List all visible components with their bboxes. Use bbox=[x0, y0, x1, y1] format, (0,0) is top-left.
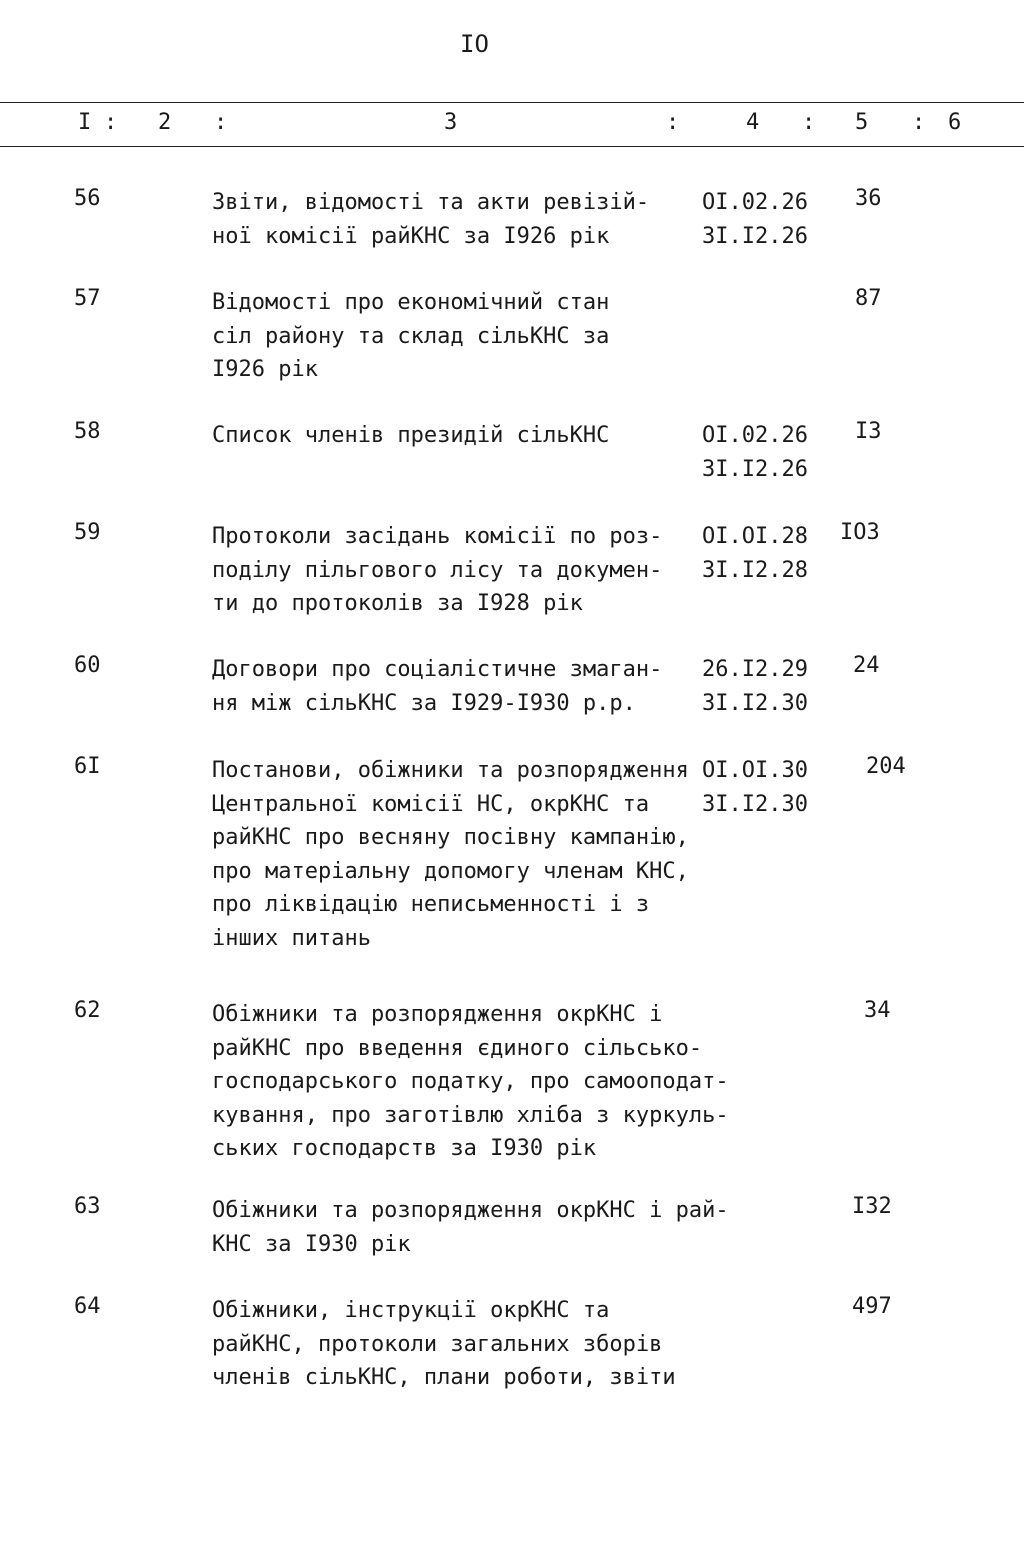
entry-dates: OI.OI.28 3I.I2.28 bbox=[702, 524, 808, 583]
column-header-3: 3 bbox=[444, 110, 458, 135]
column-header-6: 6 bbox=[948, 110, 962, 135]
column-separator: : bbox=[912, 110, 926, 135]
entry-number: 57 bbox=[74, 286, 101, 311]
entry-number: 64 bbox=[74, 1294, 101, 1319]
entry-sheet-count: I3 bbox=[855, 419, 882, 444]
entry-sheet-count: 24 bbox=[853, 653, 880, 678]
entry-dates: OI.02.26 3I.I2.26 bbox=[702, 423, 808, 482]
entry-number: 63 bbox=[74, 1194, 101, 1219]
column-header-4: 4 bbox=[746, 110, 760, 135]
entry-title: Постанови, обіжники та розпорядження Центральної комісії НС, окрКНС та райКНС про весняну посівну кампанію, про матеріальну допомогу членам КНС, про ліквідацію неписьменності і з інших питань bbox=[212, 758, 689, 951]
entry-title: Обіжники та розпорядження окрКНС і рай- КНС за I930 рік bbox=[212, 1198, 729, 1257]
entry-sheet-count: 36 bbox=[855, 186, 882, 211]
entry-title: Обіжники та розпорядження окрКНС і райКНС про введення єдиного сільсько- господарського податку, про самооподат- кування, про заготівлю хліба з куркуль- ських господарств за I930 рік bbox=[212, 1002, 729, 1161]
entry-number: 6I bbox=[74, 754, 101, 779]
entry-dates: OI.02.26 3I.I2.26 bbox=[702, 190, 808, 249]
entry-title: Обіжники, інструкції окрКНС та райКНС, протоколи загальних зборів членів сільКНС, плани роботи, звіти bbox=[212, 1298, 676, 1390]
entry-sheet-count: 34 bbox=[864, 998, 891, 1023]
column-separator: : bbox=[104, 110, 118, 135]
entry-title: Звіти, відомості та акти ревізій- ної комісії райКНС за I926 рік bbox=[212, 190, 650, 249]
entry-number: 62 bbox=[74, 998, 101, 1023]
entry-number: 58 bbox=[74, 419, 101, 444]
column-separator: : bbox=[802, 110, 816, 135]
column-header-2: 2 bbox=[158, 110, 172, 135]
header-bottom-rule bbox=[0, 146, 1024, 147]
entry-sheet-count: 497 bbox=[852, 1294, 892, 1319]
entry-dates: OI.OI.30 3I.I2.30 bbox=[702, 758, 808, 817]
entry-dates: 26.I2.29 3I.I2.30 bbox=[702, 657, 808, 716]
entry-sheet-count: 87 bbox=[855, 286, 882, 311]
entry-sheet-count: I32 bbox=[852, 1194, 892, 1219]
column-header-row bbox=[0, 110, 1024, 140]
entry-sheet-count: 204 bbox=[866, 754, 906, 779]
header-top-rule bbox=[0, 102, 1024, 103]
column-separator: : bbox=[214, 110, 228, 135]
entry-sheet-count: IO3 bbox=[840, 520, 880, 545]
entry-number: 59 bbox=[74, 520, 101, 545]
column-header-5: 5 bbox=[855, 110, 869, 135]
entry-title: Список членів президій сільКНС bbox=[212, 423, 610, 448]
entry-title: Протоколи засідань комісії по роз- поділу пільгового лісу та докумен- ти до протоколів за I928 рік bbox=[212, 524, 663, 616]
column-header-1: I bbox=[78, 110, 92, 135]
entry-number: 60 bbox=[74, 653, 101, 678]
column-separator: : bbox=[666, 110, 680, 135]
page-number: IO bbox=[460, 30, 489, 58]
entry-number: 56 bbox=[74, 186, 101, 211]
entry-title: Відомості про економічний стан сіл району та склад сільКНС за I926 рік bbox=[212, 290, 610, 382]
entry-title: Договори про соціалістичне змаган- ня між сільКНС за I929-I930 р.р. bbox=[212, 657, 663, 716]
